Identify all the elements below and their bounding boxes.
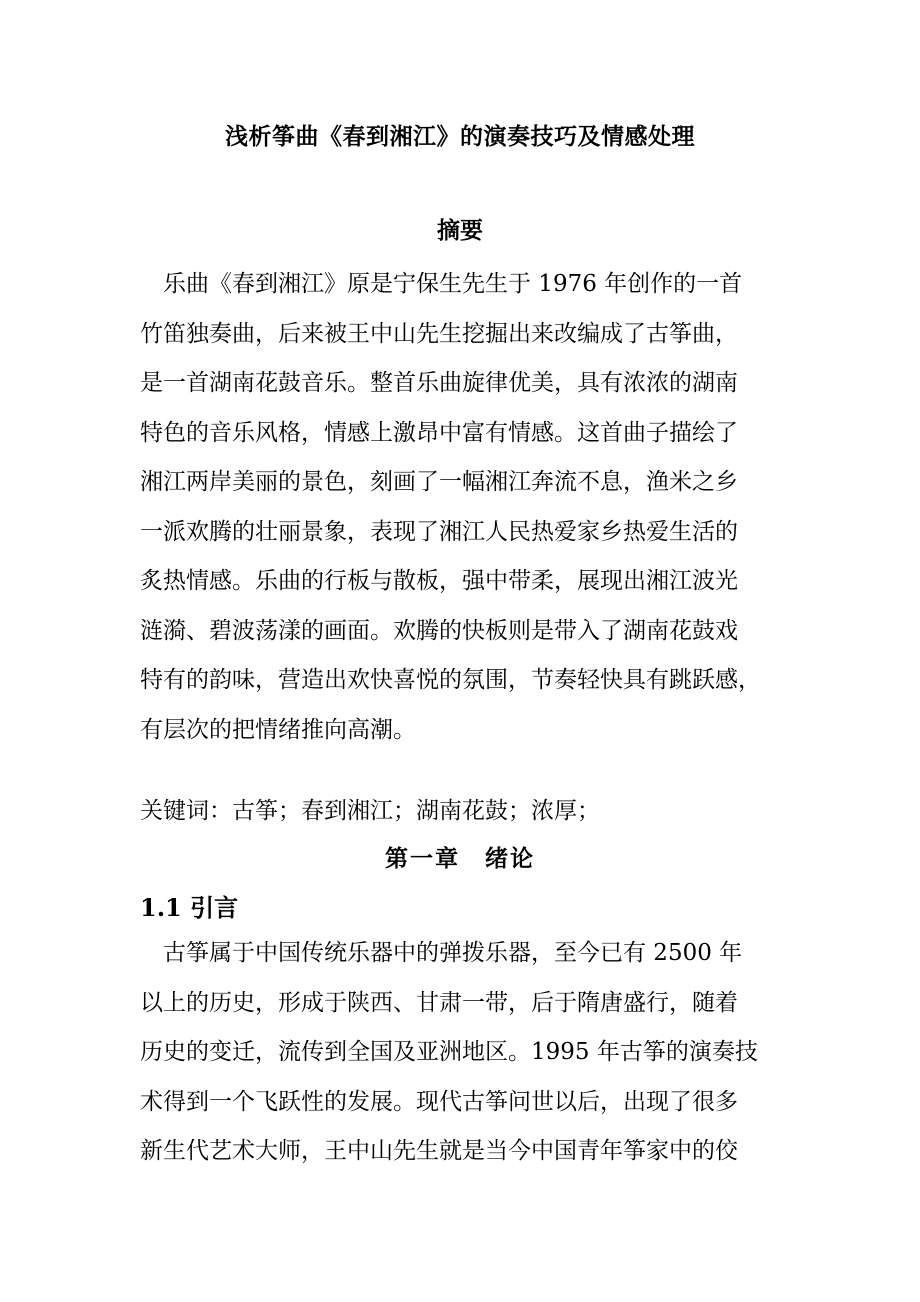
- intro-line: 以上的历史，形成于陕西、甘肃一带，后于隋唐盛行，随着: [140, 989, 738, 1016]
- section-heading: 1.1 引言: [140, 893, 239, 922]
- intro-line: 古筝属于中国传统乐器中的弹拨乐器，至今已有 2500 年: [140, 940, 743, 966]
- abstract-line: 涟漪、碧波荡漾的画面。欢腾的快板则是带入了湖南花鼓戏: [140, 617, 738, 644]
- chapter-heading: 第一章 绪论: [385, 845, 535, 872]
- abstract-line: 有层次的把情绪推向高潮。: [140, 716, 416, 743]
- abstract-line: 是一首湖南花鼓音乐。整首乐曲旋律优美，具有浓浓的湖南: [140, 370, 738, 396]
- abstract-line: 特有的韵味，营造出欢快喜悦的氛围，节奏轻快具有跳跃感，: [140, 667, 761, 693]
- intro-line: 历史的变迁，流传到全国及亚洲地区。1995 年古筝的演奏技: [140, 1039, 758, 1065]
- abstract-paragraph: [140, 260, 788, 755]
- keywords-line: 关键词：古筝；春到湘江；湖南花鼓；浓厚；: [140, 798, 600, 824]
- abstract-line: 特色的音乐风格，情感上激昂中富有情感。这首曲子描绘了: [140, 419, 738, 446]
- abstract-line: 炙热情感。乐曲的行板与散板，强中带柔，展现出湘江波光: [140, 568, 738, 594]
- document-title: 浅析筝曲《春到湘江》的演奏技巧及情感处理: [225, 123, 695, 150]
- abstract-heading: 摘要: [437, 217, 483, 244]
- abstract-line: 一派欢腾的壮丽景象，表现了湘江人民热爱家乡热爱生活的: [140, 518, 738, 545]
- abstract-line: 乐曲《春到湘江》原是宁保生先生于 1976 年创作的一首: [140, 271, 743, 297]
- abstract-line: 湘江两岸美丽的景色，刻画了一幅湘江奔流不息，渔米之乡: [140, 469, 738, 495]
- abstract-line: 竹笛独奏曲，后来被王中山先生挖掘出来改编成了古筝曲，: [140, 320, 738, 347]
- intro-line: 新生代艺术大师，王中山先生就是当今中国青年筝家中的佼: [140, 1138, 738, 1164]
- intro-line: 术得到一个飞跃性的发展。现代古筝问世以后，出现了很多: [140, 1088, 738, 1115]
- intro-paragraph: [140, 929, 788, 1177]
